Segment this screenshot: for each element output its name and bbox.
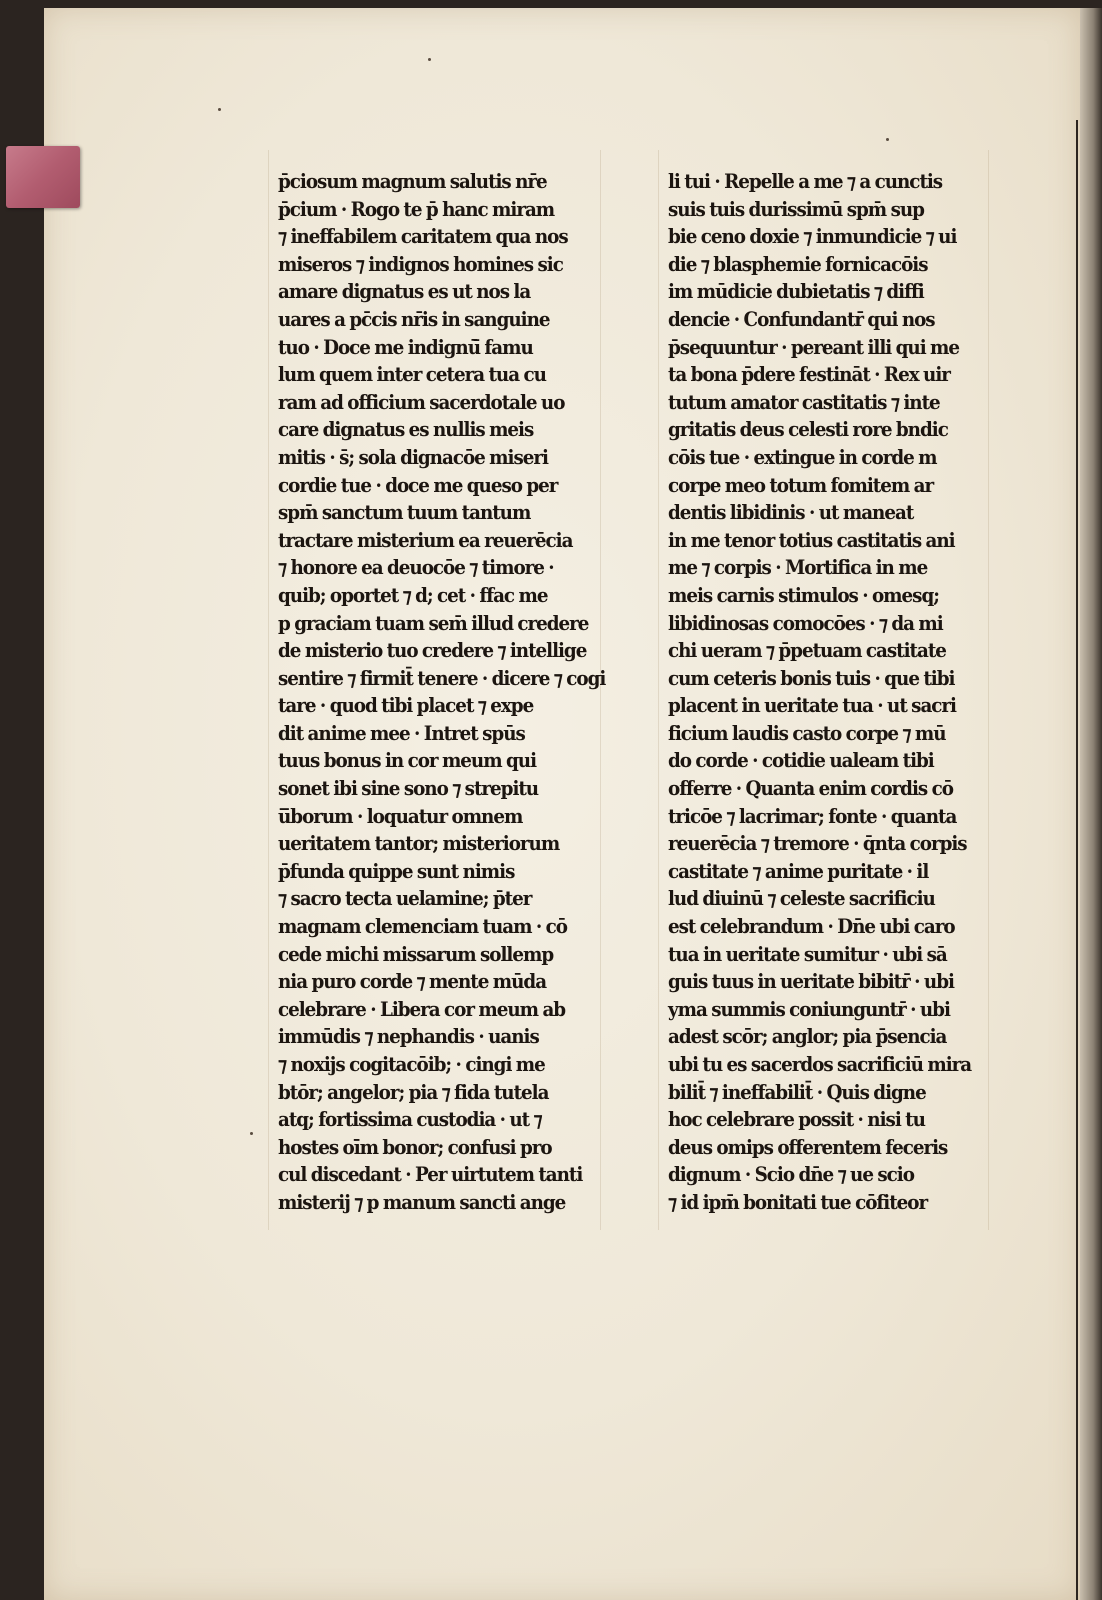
text-line: p̄cium · Rogo te p̄ hanc miram [278,197,555,221]
text-line: est celebrandum · Dn̄e ubi caro [668,915,955,939]
text-line: gritatis deus celesti rore bndic [668,418,948,442]
text-line: uares a pc̄cis nr̄is in sanguine [278,307,550,331]
text-line: chi ueram ⁊ p̄petuam castitate [668,639,946,663]
text-line: spm̄ sanctum tuum tantum [278,501,531,525]
text-line: im mūdicie dubietatis ⁊ diffi [668,280,924,304]
text-line: offerre · Quanta enim cordis cō [668,777,953,801]
text-line: hostes oīm bonor; confusi pro [278,1135,552,1159]
text-line: cōis tue · extingue in corde m [668,445,937,469]
pricking-mark [218,108,221,111]
text-line: p̄funda quippe sunt nimis [278,859,515,883]
text-line: hoc celebrare possit · nisi tu [668,1108,925,1132]
text-line: misterij ⁊ p manum sancti ange [278,1190,566,1214]
text-line: p graciam tuam sem̄ illud credere [278,611,589,635]
ruling-line [268,150,269,1230]
text-line: corpe meo totum fomitem ar [668,473,934,497]
text-line: quib; oportet ⁊ d; cet · ffac me [278,583,548,607]
text-line: immūdis ⁊ nephandis · uanis [278,1025,539,1049]
text-line: ⁊ honore ea deuocōe ⁊ timore · [278,556,554,580]
text-column-left [278,168,606,1217]
text-line: ⁊ sacro tecta uelamine; p̄ter [278,887,532,911]
ruling-line [988,150,989,1230]
ruling-line [600,150,601,1230]
text-column-right [668,168,978,1217]
text-line: me ⁊ corpis · Mortifica in me [668,556,928,580]
text-line: guis tuus in ueritate bibitr̄ · ubi [668,970,954,994]
text-line: libidinosas comocōes · ⁊ da mi [668,611,943,635]
text-line: tare · quod tibi placet ⁊ expe [278,694,534,718]
text-line: magnam clemenciam tuam · cō [278,915,567,939]
text-line: yma summis coniunguntr̄ · ubi [668,997,950,1021]
text-line: li tui · Repelle a me ⁊ a cunctis [668,170,943,193]
text-line: cul discedant · Per uirtutem tanti [278,1163,583,1187]
text-line: de misterio tuo credere ⁊ intellige [278,639,587,663]
text-line: dentis libidinis · ut maneat [668,501,914,525]
text-line: suis tuis durissimū spm̄ sup [668,197,924,221]
text-line: die ⁊ blasphemie fornicacōis [668,252,928,276]
text-line: atq; fortissima custodia · ut ⁊ [278,1108,542,1132]
page-edge [1080,8,1102,1600]
text-line: miseros ⁊ indignos homines sic [278,252,563,276]
text-line: btōr; angelor; pia ⁊ fida tutela [278,1080,549,1104]
text-line: p̄ciosum magnum salutis nr̄e [278,170,547,193]
text-line: nia puro corde ⁊ mente mūda [278,970,547,994]
text-line: tuus bonus in cor meum qui [278,749,537,773]
text-line: sentire ⁊ firmit̄ tenere · dicere ⁊ cogi [278,666,606,690]
text-line: tuo · Doce me indignū̄ famu [278,335,533,359]
ruling-line [658,150,659,1230]
text-line: ta bona p̄dere festināt · Rex uir [668,363,950,387]
text-line: tractare misterium ea reuerēcia [278,528,573,552]
text-line: dignum · Scio dn̄e ⁊ ue scio [668,1163,914,1187]
text-line: lud diuinū ⁊ celeste sacrificiu [668,887,935,911]
gutter-shadow [1076,120,1078,1600]
text-line: adest scōr; anglor; pia p̄sencia [668,1025,947,1049]
text-line: sonet ibi sine sono ⁊ strepitu [278,777,539,801]
text-line: ⁊ ineffabilem caritatem qua nos [278,225,568,249]
text-line: cordie tue · doce me queso per [278,473,558,497]
text-line: deus omips offerentem feceris [668,1135,948,1159]
text-line: ram ad officium sacerdotale uo [278,390,565,414]
text-line: cede michi missarum sollemp [278,942,554,966]
text-line: bie ceno doxie ⁊ inmundicie ⁊ ui [668,225,957,249]
text-line: celebrare · Libera cor meum ab [278,997,566,1021]
text-line: tricōe ⁊ lacrimar; fonte · quanta [668,804,957,828]
text-line: ueritatem tantor; misteriorum [278,832,560,856]
text-line: ubi tu es sacerdos sacrificiū mira [668,1053,972,1076]
text-line: p̄sequuntur · pereant illi qui me [668,335,960,359]
text-line: lum quem inter cetera tua cu [278,363,546,387]
text-line: castitate ⁊ anime puritate · il [668,859,929,883]
text-line: mitis · s̄; sola dignacōe miseri [278,445,548,469]
text-line: ficium laudis casto corpe ⁊ mū [668,721,946,745]
text-line: meis carnis stimulos · omesq; [668,583,939,607]
text-line: placent in ueritate tua · ut sacri [668,694,956,718]
text-line: u̅borum · loquatur omnem [278,804,523,828]
text-line: ⁊ noxijs cogitacōib; · cingi me [278,1053,545,1076]
text-line: dencie · Confundantr̄ qui nos [668,307,935,331]
text-line: tua in ueritate sumitur · ubi sā [668,942,947,966]
text-line: tutum amator castitatis ⁊ inte [668,390,940,414]
red-page-tab [6,146,80,208]
text-line: do corde · cotidie ualeam tibi [668,749,934,773]
text-line: reuerēcia ⁊ tremore · q̄nta corpis [668,832,967,856]
text-line: dit anime mee · Intret spūs [278,721,525,745]
text-line: amare dignatus es ut nos la [278,280,531,304]
pricking-mark [250,1132,253,1135]
text-line: ⁊ id ipm̄ bonitati tue cōfiteor [668,1190,928,1214]
text-line: care dignatus es nullis meis [278,418,534,442]
pricking-mark [886,138,889,141]
text-line: cum ceteris bonis tuis · que tibi [668,666,955,690]
pricking-mark [428,58,431,61]
text-line: in me tenor totius castitatis ani [668,528,955,552]
text-line: bilit̄ ⁊ ineffabilit̄ · Quis digne [668,1080,926,1104]
